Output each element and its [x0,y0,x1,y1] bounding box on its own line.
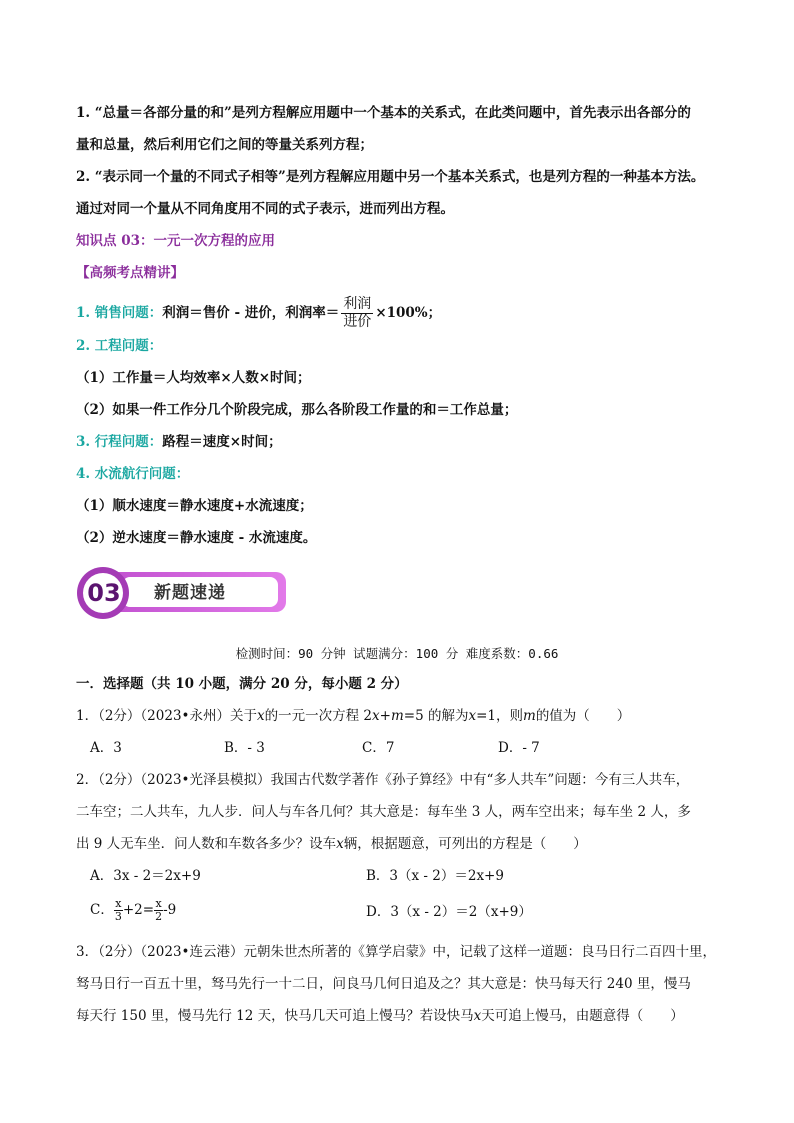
engineering-rule-1: （1）工作量＝人均效率×人数×时间； [76,370,311,386]
travel-problem-text: 路程＝速度×时间； [162,434,282,450]
q1-var-m: m [390,708,404,724]
exam-info: 检测时间：90 分钟 试题满分：100 分 难度系数：0.66 [235,646,559,661]
question-3-line-3 [76,1006,684,1026]
q1-option-a[interactable]: A．3 [90,740,122,756]
q2-option-c[interactable] [90,898,176,923]
engineering-rule-2: （2）如果一件工作分几个阶段完成，那么各阶段工作量的和＝工作总量； [76,402,518,418]
q2-option-c-fraction-1 [114,898,123,923]
sales-problem-text: 利润＝售价 - 进价，利润率＝ [162,305,340,321]
q1-stem-e: =1，则 [476,708,523,724]
sales-problem-label: 1. 销售问题： [76,305,163,321]
question-3-line-1: 3．（2分）（2023•连云港）元朝朱世杰所著的《算学启蒙》中，记载了这样一道题：良马日行二百四十里， [76,944,716,960]
knowledge-item-1-line-2: 量和总量，然后利用它们之间的等量关系列方程； [76,137,373,153]
q2-c-frac2-den: 2 [155,910,163,923]
q1-stem-b: 的一元一次方程 2 [264,708,373,724]
q2-option-c-fraction-2 [154,898,163,923]
q2-option-c-mid: +2= [122,902,155,918]
knowledge-item-2-line-2: 通过对同一个量从不同角度用不同的式子表示，进而列出方程。 [76,201,454,217]
q1-var-m2: m [523,708,536,724]
sales-problem-tail: ×100%； [375,305,442,321]
q2-var-x: x [336,836,344,852]
question-3-line-2: 驽马日行一百五十里，驽马先行一十二日，问良马几何日追及之？其大意是：快马每天行 240 里，慢马 [76,976,691,992]
engineering-problem-label: 2. 工程问题： [76,338,163,354]
q1-var-x3: x [468,708,477,724]
banner-number: 03 [87,579,121,607]
q1-var-x2: x [372,708,380,724]
profit-fraction-denominator: 进价 [343,314,372,330]
q2-line3-b: 辆，根据题意，可列出的方程是（ ） [343,836,587,852]
question-1-stem [76,706,630,726]
q2-c-frac1-num: x [115,897,122,910]
q2-option-b[interactable]: B．3（x - 2）＝2x+9 [366,868,504,884]
q1-stem-f: 的值为（ ） [535,708,631,724]
knowledge-point-title: 知识点 03：一元一次方程的应用 [76,233,275,249]
question-2-line-2: 二车空；二人共车，九人步．问人与车各几何？其大意是：每车坐 3 人，两车空出来；每车坐 2 人，多 [76,804,691,820]
q2-option-a[interactable]: A．3x - 2＝2x+9 [90,868,201,884]
q2-option-c-tail: -9 [163,902,177,918]
q2-line3-a: 出 9 人无车坐．问人数和车数各多少？设车 [76,836,337,852]
q3-line3-b: 天可追上慢马，由题意得（ ） [481,1008,684,1024]
q2-option-d[interactable]: D．3（x - 2）＝2（x+9） [366,904,532,920]
q1-var-x: x [257,708,265,724]
section-heading-choice: 一．选择题（共 10 小题，满分 20 分，每小题 2 分） [76,676,408,692]
question-2-line-1: 2．（2分）（2023•光泽县模拟）我国古代数学著作《孙子算经》中有“多人共车”问题：今有三人共车， [76,772,690,788]
water-rule-1: （1）顺水速度＝静水速度+水流速度； [76,498,313,514]
section-banner [76,566,288,622]
knowledge-item-2-line-1: 2. “表示同一个量的不同式子相等”是列方程解应用题中另一个基本关系式，也是列方程的一种基本方法。 [76,169,705,185]
q3-line3-a: 每天行 150 里，慢马先行 12 天，快马几天可追上慢马？若设快马 [76,1008,474,1024]
water-problem-label: 4. 水流航行问题： [76,466,190,482]
travel-problem-label: 3. 行程问题： [76,434,163,450]
profit-fraction [341,296,373,331]
knowledge-item-1-line-1: 1. “总量＝各部分量的和”是列方程解应用题中一个基本的关系式，在此类问题中，首先表示出各部分的 [76,105,691,121]
q1-stem-a: 1．（2分）（2023•永州）关于 [76,708,257,724]
sales-problem-line [76,296,441,331]
profit-fraction-numerator: 利润 [343,296,372,312]
banner-title: 新题速递 [154,583,226,603]
high-frequency-heading: 【高频考点精讲】 [76,265,184,281]
q1-stem-c: + [379,708,391,724]
q1-option-d[interactable]: D．- 7 [498,740,540,756]
q1-option-c[interactable]: C．7 [362,740,395,756]
q2-option-c-prefix: C． [90,902,114,918]
q3-var-x: x [473,1008,482,1024]
question-2-line-3 [76,834,587,854]
water-rule-2: （2）逆水速度＝静水速度 - 水流速度。 [76,530,317,546]
q2-c-frac2-num: x [155,897,162,910]
q1-option-b[interactable]: B．- 3 [224,740,265,756]
travel-problem-line [76,432,282,452]
q1-stem-d: =5 的解为 [403,708,469,724]
q2-c-frac1-den: 3 [114,910,122,923]
